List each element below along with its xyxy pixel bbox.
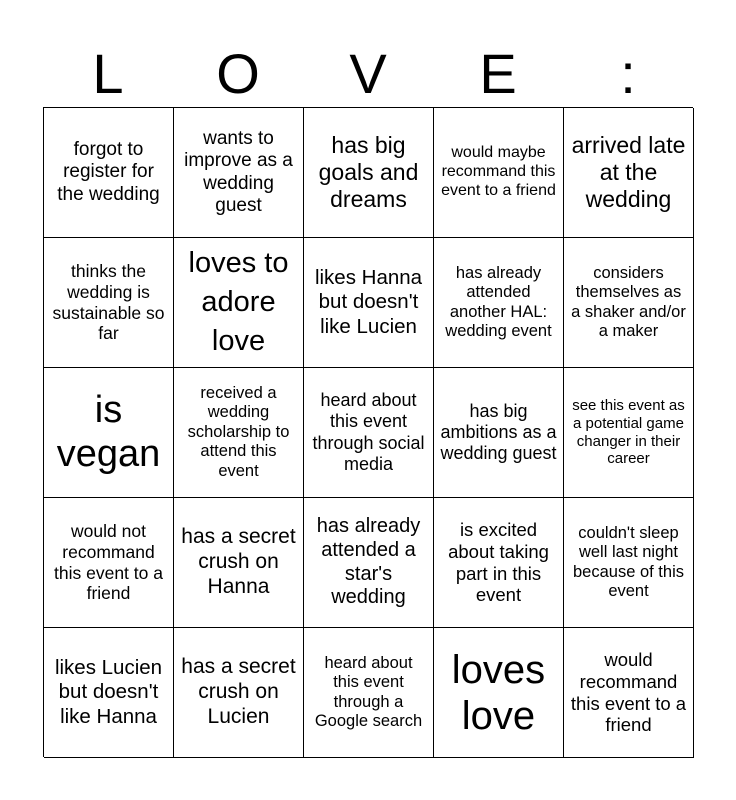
bingo-cell[interactable] (304, 628, 434, 758)
cell-text: considers themselves as a shaker and/or a maker (571, 263, 686, 340)
bingo-cell[interactable] (434, 368, 564, 498)
bingo-cell[interactable] (434, 628, 564, 758)
bingo-cell[interactable] (564, 368, 694, 498)
bingo-cell[interactable] (174, 108, 304, 238)
bingo-board (43, 107, 693, 757)
bingo-cell[interactable] (434, 238, 564, 368)
cell-text: forgot to register for the wedding (57, 138, 160, 205)
cell-text: received a wedding scholarship to attend this event (187, 383, 290, 480)
cell-text: wants to improve as a wedding guest (184, 127, 293, 216)
bingo-cell[interactable] (174, 238, 304, 368)
bingo-cell[interactable] (44, 368, 174, 498)
cell-text: would recommand this event to a friend (570, 648, 687, 736)
cell-text: has big goals and dreams (318, 131, 419, 213)
header-letter-v: V (349, 42, 387, 105)
bingo-cell[interactable] (564, 108, 694, 238)
bingo-cell[interactable] (434, 498, 564, 628)
header-letter-o: O (216, 42, 260, 105)
cell-text: is vegan (56, 388, 161, 475)
cell-text: likes Hanna but doesn't like Lucien (314, 266, 423, 338)
bingo-cell[interactable] (304, 368, 434, 498)
bingo-cell[interactable] (174, 498, 304, 628)
cell-text: loves love (451, 647, 546, 738)
bingo-cell[interactable] (174, 628, 304, 758)
cell-text: see this event as a potential game changer in their career (572, 397, 685, 468)
bingo-cell[interactable] (564, 498, 694, 628)
bingo-cell[interactable] (564, 628, 694, 758)
cell-text: has already attended another HAL: wedding event (445, 263, 552, 340)
bingo-cell[interactable] (304, 498, 434, 628)
bingo-cell[interactable] (174, 368, 304, 498)
bingo-cell[interactable] (44, 108, 174, 238)
bingo-cell[interactable] (44, 498, 174, 628)
cell-text: loves to adore love (188, 246, 289, 358)
cell-text: has already attended a star's wedding (316, 515, 421, 609)
cell-text: has a secret crush on Hanna (181, 525, 296, 598)
cell-text: likes Lucien but doesn't like Hanna (54, 656, 163, 728)
cell-text: heard about this event through social media (312, 390, 425, 474)
cell-text: has a secret crush on Lucien (181, 655, 296, 728)
cell-text: heard about this event through a Google search (314, 653, 423, 730)
bingo-cell[interactable] (44, 238, 174, 368)
bingo-cell[interactable] (304, 238, 434, 368)
bingo-cell[interactable] (44, 628, 174, 758)
cell-text: arrived late at the wedding (571, 131, 686, 213)
cell-text: has big ambitions as a wedding guest (440, 400, 557, 464)
bingo-cell[interactable] (434, 108, 564, 238)
cell-text: couldn't sleep well last night because of this event (573, 523, 684, 600)
cell-text: would maybe recommand this event to a friend (441, 144, 556, 199)
header-letter-e: E (479, 42, 517, 105)
cell-text: thinks the wedding is sustainable so far (52, 261, 165, 344)
header-letter-l: L (92, 42, 124, 105)
bingo-cell[interactable] (304, 108, 434, 238)
cell-text: is excited about taking part in this event (448, 518, 549, 606)
bingo-cell[interactable] (564, 238, 694, 368)
header-letter-colon: : (620, 42, 636, 105)
cell-text: would not recommand this event to a friend (54, 521, 163, 604)
bingo-header (43, 40, 693, 108)
